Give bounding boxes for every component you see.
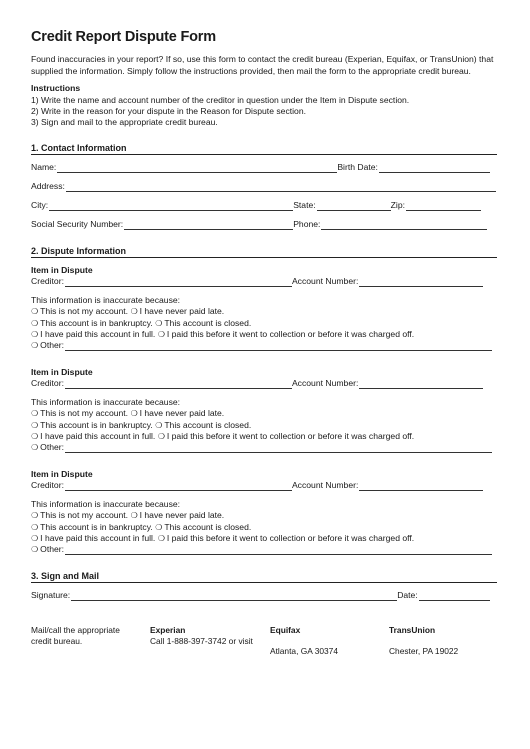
creditor-row xyxy=(31,276,483,287)
transunion-address: Chester, PA 19022 xyxy=(389,646,459,656)
creditor-row xyxy=(31,378,483,389)
option-label: This account is closed. xyxy=(164,318,252,328)
equifax-address: Atlanta, GA 30374 xyxy=(270,646,338,656)
radio-other[interactable]: ❍ xyxy=(31,443,39,452)
state-label: State: xyxy=(293,200,316,211)
item-in-dispute-heading: Item in Dispute xyxy=(31,265,93,275)
radio-paid-before-collection[interactable]: ❍ xyxy=(157,330,165,339)
option-line xyxy=(31,533,414,544)
radio-paid-in-full[interactable]: ❍ xyxy=(31,432,39,441)
option-label: I have paid this account in full. xyxy=(40,533,156,543)
address-label: Address: xyxy=(31,181,65,192)
creditor-field[interactable] xyxy=(65,482,292,491)
option-line xyxy=(31,306,224,317)
account-number-field[interactable] xyxy=(359,482,483,491)
option-label: I have paid this account in full. xyxy=(40,431,156,441)
account-number-label: Account Number: xyxy=(291,480,359,491)
option-label: This account is in bankruptcy. xyxy=(40,420,153,430)
radio-other[interactable]: ❍ xyxy=(31,545,39,554)
account-number-field[interactable] xyxy=(359,278,483,287)
creditor-field[interactable] xyxy=(65,278,292,287)
inaccurate-because-label: This information is inaccurate because: xyxy=(31,499,181,509)
section-divider xyxy=(31,257,497,258)
creditor-row xyxy=(31,480,483,491)
phone-field[interactable] xyxy=(321,221,487,230)
other-row xyxy=(31,544,492,555)
sign-section-heading: 3. Sign and Mail xyxy=(31,571,100,581)
instruction-step-1: 1) Write the name and account number of the creditor in question under the Item in Dispute section. xyxy=(31,95,410,105)
transunion-name: TransUnion xyxy=(389,625,436,635)
radio-not-my-account[interactable]: ❍ xyxy=(31,409,39,418)
name-row xyxy=(31,162,490,173)
option-label: I have never paid late. xyxy=(139,306,225,316)
city-label: City: xyxy=(31,200,49,211)
signature-row xyxy=(31,590,490,601)
account-number-field[interactable] xyxy=(359,380,483,389)
equifax-name: Equifax xyxy=(270,625,301,635)
instruction-step-2: 2) Write in the reason for your dispute in the Reason for Dispute section. xyxy=(31,106,306,116)
experian-contact: Call 1-888-397-3742 or visit xyxy=(150,636,253,646)
option-line xyxy=(31,408,224,419)
city-field[interactable] xyxy=(49,202,293,211)
item-in-dispute-heading: Item in Dispute xyxy=(31,469,93,479)
state-field[interactable] xyxy=(317,202,391,211)
account-number-label: Account Number: xyxy=(291,378,359,389)
birth-date-label: Birth Date: xyxy=(337,162,378,173)
city-row xyxy=(31,200,481,211)
signature-label: Signature: xyxy=(31,590,71,601)
option-label: This account is closed. xyxy=(164,522,252,532)
other-row xyxy=(31,442,492,453)
ssn-field[interactable] xyxy=(124,221,293,230)
section-divider xyxy=(31,154,497,155)
radio-not-my-account[interactable]: ❍ xyxy=(31,511,39,520)
phone-label: Phone: xyxy=(293,219,321,230)
option-label: I paid this before it went to collection or before it was charged off. xyxy=(166,533,415,543)
option-label: I have never paid late. xyxy=(139,510,225,520)
date-field[interactable] xyxy=(419,592,490,601)
option-label: This account is in bankruptcy. xyxy=(40,318,153,328)
radio-paid-before-collection[interactable]: ❍ xyxy=(157,432,165,441)
option-label: This account is in bankruptcy. xyxy=(40,522,153,532)
other-field[interactable] xyxy=(65,342,492,351)
page-title: Credit Report Dispute Form xyxy=(31,29,216,45)
radio-account-closed[interactable]: ❍ xyxy=(155,319,163,328)
radio-other[interactable]: ❍ xyxy=(31,341,39,350)
option-line xyxy=(31,318,251,329)
inaccurate-because-label: This information is inaccurate because: xyxy=(31,295,181,305)
option-label: I have paid this account in full. xyxy=(40,329,156,339)
radio-never-paid-late[interactable]: ❍ xyxy=(130,511,138,520)
name-label: Name: xyxy=(31,162,57,173)
option-line xyxy=(31,522,251,533)
other-label: Other: xyxy=(40,340,65,351)
option-label: This is not my account. xyxy=(40,306,129,316)
radio-bankruptcy[interactable]: ❍ xyxy=(31,421,39,430)
creditor-label: Creditor: xyxy=(31,378,64,389)
option-line xyxy=(31,510,224,521)
account-number-label: Account Number: xyxy=(291,276,359,287)
option-line xyxy=(31,420,251,431)
option-label: This is not my account. xyxy=(40,510,129,520)
intro-line-1: Found inaccuracies in your report? If so, use this form to contact the credit bureau (Experian, Equifax, or TransUnion) that xyxy=(31,54,494,64)
contact-section-heading: 1. Contact Information xyxy=(31,143,127,153)
date-label: Date: xyxy=(397,590,418,601)
name-field[interactable] xyxy=(57,164,337,173)
radio-account-closed[interactable]: ❍ xyxy=(155,421,163,430)
radio-bankruptcy[interactable]: ❍ xyxy=(31,319,39,328)
radio-never-paid-late[interactable]: ❍ xyxy=(130,307,138,316)
radio-paid-in-full[interactable]: ❍ xyxy=(31,330,39,339)
zip-field[interactable] xyxy=(406,202,481,211)
instructions-heading: Instructions xyxy=(31,83,81,93)
option-line xyxy=(31,329,414,340)
inaccurate-because-label: This information is inaccurate because: xyxy=(31,397,181,407)
other-row xyxy=(31,340,492,351)
item-in-dispute-heading: Item in Dispute xyxy=(31,367,93,377)
other-field[interactable] xyxy=(65,444,492,453)
radio-account-closed[interactable]: ❍ xyxy=(155,523,163,532)
intro-line-2: supplied the information. Simply follow the instructions provided, then mail the form to the appropriate credit bureau. xyxy=(31,66,471,76)
section-divider xyxy=(31,582,497,583)
radio-not-my-account[interactable]: ❍ xyxy=(31,307,39,316)
mail-instruction-line-2: credit bureau. xyxy=(31,636,83,646)
experian-name: Experian xyxy=(150,625,186,635)
address-field[interactable] xyxy=(66,183,496,192)
option-label: I have never paid late. xyxy=(139,408,225,418)
creditor-field[interactable] xyxy=(65,380,292,389)
other-label: Other: xyxy=(40,544,65,555)
option-line xyxy=(31,431,414,442)
option-label: I paid this before it went to collection or before it was charged off. xyxy=(166,329,415,339)
radio-paid-in-full[interactable]: ❍ xyxy=(31,534,39,543)
instruction-step-3: 3) Sign and mail to the appropriate credit bureau. xyxy=(31,117,218,127)
zip-label: Zip: xyxy=(390,200,405,211)
radio-bankruptcy[interactable]: ❍ xyxy=(31,523,39,532)
radio-never-paid-late[interactable]: ❍ xyxy=(130,409,138,418)
creditor-label: Creditor: xyxy=(31,276,64,287)
other-label: Other: xyxy=(40,442,65,453)
creditor-label: Creditor: xyxy=(31,480,64,491)
option-label: I paid this before it went to collection or before it was charged off. xyxy=(166,431,415,441)
birth-date-field[interactable] xyxy=(379,164,490,173)
ssn-label: Social Security Number: xyxy=(31,219,124,230)
other-field[interactable] xyxy=(65,546,492,555)
address-row xyxy=(31,181,496,192)
radio-paid-before-collection[interactable]: ❍ xyxy=(157,534,165,543)
ssn-row xyxy=(31,219,487,230)
signature-field[interactable] xyxy=(71,592,397,601)
option-label: This account is closed. xyxy=(164,420,252,430)
mail-instruction-line-1: Mail/call the appropriate xyxy=(31,625,120,635)
option-label: This is not my account. xyxy=(40,408,129,418)
dispute-section-heading: 2. Dispute Information xyxy=(31,246,127,256)
